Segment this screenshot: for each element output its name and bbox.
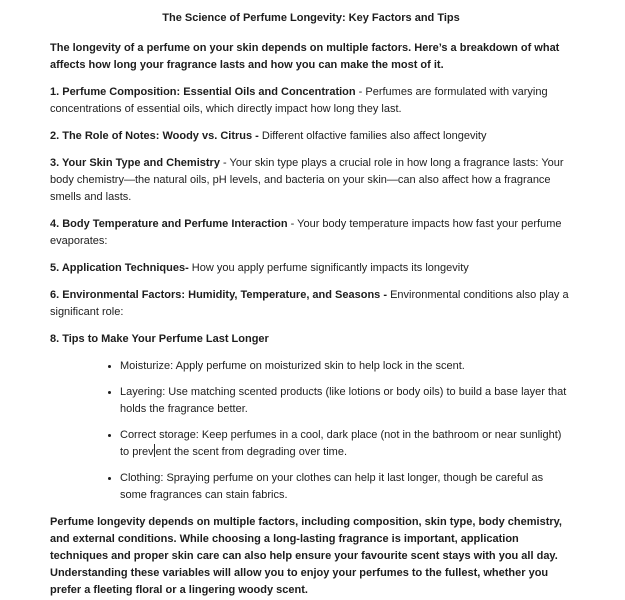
tips-bullet-list: [50, 358, 572, 504]
section-3-paragraph[interactable]: [50, 155, 572, 206]
bullet-item-moisturize[interactable]: • Moisturize: Apply perfume on moisturized skin to help lock in the scent.: [120, 358, 572, 375]
section-1-body: - Perfumes are formulated with varying concentrations of essential oils, which directly impact how long they last.: [50, 86, 548, 115]
section-3-heading: 3. Your Skin Type and Chemistry: [50, 157, 220, 169]
section-2-body: Different olfactive families also affect longevity: [261, 130, 487, 142]
bullet-text-after-cursor: ent the scent from degrading over time.: [155, 446, 348, 458]
section-5-paragraph[interactable]: [50, 260, 572, 277]
section-5-body: How you apply perfume significantly impacts its longevity: [188, 262, 469, 274]
section-6-paragraph[interactable]: [50, 287, 572, 321]
bullet-text-before-cursor: Correct storage: Keep perfumes in a cool, dark place (not in the bathroom or near sunlight) to prev: [120, 429, 562, 458]
intro-paragraph[interactable]: The longevity of a perfume on your skin depends on multiple factors. Here’s a breakdown of what affects how long your fragrance lasts and how you can make the most of it.: [50, 42, 560, 71]
section-5-heading: 5. Application Techniques-: [50, 262, 189, 274]
bullet-item-correct-storage[interactable]: [120, 427, 572, 461]
section-4-body: - Your body temperature impacts how fast your perfume evaporates:: [50, 218, 562, 247]
section-4-paragraph[interactable]: [50, 216, 572, 250]
tips-heading[interactable]: 8. Tips to Make Your Perfume Last Longer: [50, 333, 269, 345]
section-2-paragraph[interactable]: [50, 128, 572, 145]
section-3-body: - Your skin type plays a crucial role in how long a fragrance lasts: Your body chemistry—the natural oils, pH levels, and bacteria on your skin—can also affect how a fragrance smells and lasts.: [50, 157, 564, 203]
section-1-heading: 1. Perfume Composition: Essential Oils and Concentration: [50, 86, 356, 98]
bullet-item-clothing[interactable]: • Clothing: Spraying perfume on your clothes can help it last longer, though be careful as some fragrances can stain fabrics.: [120, 470, 572, 504]
section-6-body: Environmental conditions also play a significant role:: [50, 289, 569, 318]
document-title: The Science of Perfume Longevity: Key Factors and Tips: [162, 12, 460, 24]
bullet-item-layering[interactable]: • Layering: Use matching scented products (like lotions or body oils) to build a base layer that holds the fragrance better.: [120, 384, 572, 418]
conclusion-paragraph[interactable]: Perfume longevity depends on multiple factors, including composition, skin type, body chemistry, and external conditions. While choosing a long-lasting fragrance is important, application techniques and proper skin care can also help ensure your favourite scent stays with you all day. Understanding these variables will allow you to enjoy your perfumes to the fullest, whether you prefer a fleeting floral or a lingering woody scent.: [50, 516, 562, 596]
section-6-heading: 6. Environmental Factors: Humidity, Temperature, and Seasons -: [50, 289, 391, 301]
section-2-heading: 2. The Role of Notes: Woody vs. Citrus -: [50, 130, 262, 142]
section-4-heading: 4. Body Temperature and Perfume Interaction: [50, 218, 288, 230]
section-1-paragraph[interactable]: [50, 84, 572, 118]
